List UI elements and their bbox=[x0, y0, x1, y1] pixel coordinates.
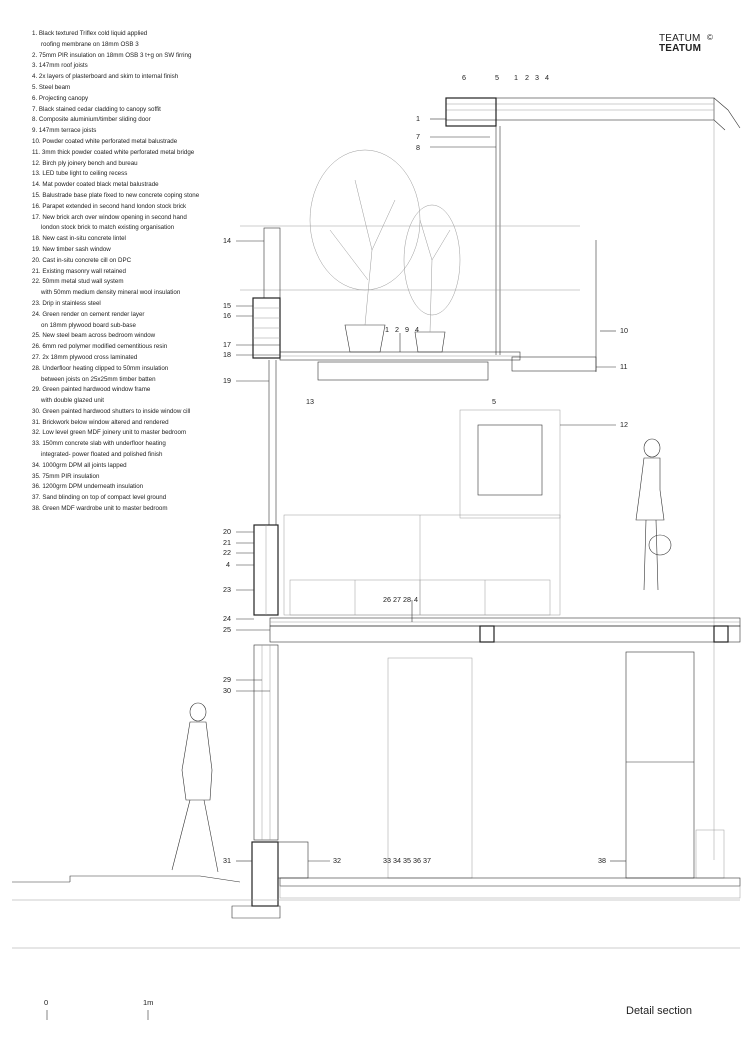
callout-label: 1 bbox=[385, 325, 389, 334]
legend-text: 3mm thick powder coated white perforated metal bridge bbox=[41, 148, 195, 156]
legend-text: Birch ply joinery bench and bureau bbox=[42, 159, 138, 167]
legend-text: Composite aluminium/timber sliding door bbox=[38, 116, 151, 124]
legend-number: 4. bbox=[32, 73, 38, 81]
callout-label: 6 bbox=[462, 73, 466, 82]
legend-text: Existing masonry wall retained bbox=[42, 267, 126, 275]
legend-text: with double glazed unit bbox=[41, 397, 104, 405]
callout-label: 3 bbox=[535, 73, 539, 82]
callout-label: 4 bbox=[414, 595, 418, 604]
callout-label: 24 bbox=[223, 614, 231, 623]
legend-number: 10. bbox=[32, 137, 41, 145]
legend-text: Green painted hardwood window frame bbox=[42, 386, 151, 394]
legend-text: 147mm roof joists bbox=[38, 62, 88, 70]
legend-number: 26. bbox=[32, 343, 41, 351]
legend-text: between joists on 25x25mm timber batten bbox=[41, 375, 156, 383]
callout-label: 7 bbox=[416, 132, 420, 141]
callout-label: 30 bbox=[223, 686, 231, 695]
legend-text: Underfloor heating clipped to 50mm insulation bbox=[42, 364, 169, 372]
callout-label: 23 bbox=[223, 585, 231, 594]
legend-number: 37. bbox=[32, 494, 41, 502]
legend-text: 1200grm DPM underneath insulation bbox=[42, 483, 144, 491]
legend-number: 21. bbox=[32, 267, 41, 275]
callout-label: 17 bbox=[223, 340, 231, 349]
legend-text: roofing membrane on 18mm OSB 3 bbox=[41, 40, 139, 48]
callout-label: 38 bbox=[598, 856, 606, 865]
roof-canopy bbox=[446, 98, 740, 860]
callout-right bbox=[333, 326, 628, 865]
callout-label: 4 bbox=[545, 73, 549, 82]
callout-label: 27 bbox=[393, 595, 401, 604]
legend-number: 17. bbox=[32, 213, 41, 221]
callout-label: 2 bbox=[525, 73, 529, 82]
legend-text: Cast in-situ concrete cill on DPC bbox=[42, 256, 132, 264]
callout-label: 5 bbox=[495, 73, 499, 82]
legend-number: 32. bbox=[32, 429, 41, 437]
legend-text: london stock brick to match existing organisation bbox=[41, 224, 175, 232]
legend-number: 31. bbox=[32, 418, 41, 426]
legend-number: 3. bbox=[32, 62, 38, 70]
legend-text: 6mm red polymer modified cementitious resin bbox=[42, 343, 168, 351]
callout-label: 36 bbox=[413, 856, 421, 865]
legend-number: 28. bbox=[32, 364, 41, 372]
logo-line-1: TEATUM bbox=[659, 33, 701, 44]
legend-text: 75mm PIR insulation on 18mm OSB 3 t+g on SW firring bbox=[38, 51, 192, 59]
legend-text: New brick arch over window opening in second hand bbox=[42, 213, 187, 221]
callout-label: 25 bbox=[223, 625, 231, 634]
callout-label: 4 bbox=[415, 325, 419, 334]
legend-number: 13. bbox=[32, 170, 41, 178]
legend-number: 24. bbox=[32, 310, 41, 318]
legend-text: Mat powder coated black metal balustrade bbox=[42, 181, 159, 189]
legend-text: Green painted hardwood shutters to inside window cill bbox=[42, 407, 191, 415]
legend-number: 14. bbox=[32, 181, 41, 189]
scale-one-label: 1m bbox=[143, 998, 154, 1007]
callout-label: 11 bbox=[620, 362, 628, 371]
legend-text: New cast in-situ concrete lintel bbox=[42, 235, 126, 243]
callout-label: 33 bbox=[383, 856, 391, 865]
legend-number: 29. bbox=[32, 386, 41, 394]
callout-slab bbox=[383, 856, 431, 865]
legend-text: Drip in stainless steel bbox=[42, 299, 101, 307]
legend-text: Sand blinding on top of compact level ground bbox=[42, 494, 167, 502]
legend-number: 38. bbox=[32, 505, 41, 513]
person-standing bbox=[636, 439, 671, 590]
legend-text: on 18mm plywood board sub-base bbox=[41, 321, 136, 329]
callout-label: 19 bbox=[223, 376, 231, 385]
legend-number: 33. bbox=[32, 440, 41, 448]
legend-text: Projecting canopy bbox=[38, 94, 89, 102]
scale-zero-label: 0 bbox=[44, 998, 49, 1007]
legend-text: Powder coated white perforated metal balustrade bbox=[42, 137, 178, 145]
legend-text: Low level green MDF joinery unit to master bedroom bbox=[42, 429, 187, 437]
legend-text: Parapet extended in second hand london stock brick bbox=[42, 202, 187, 210]
legend-text: New steel beam across bedroom window bbox=[42, 332, 156, 340]
legend-text: 50mm metal stud wall system bbox=[42, 278, 124, 286]
legend-number: 12. bbox=[32, 159, 41, 167]
callout-label: 1 bbox=[416, 114, 420, 123]
callout-label: 2 bbox=[395, 325, 399, 334]
legend-number: 23. bbox=[32, 299, 41, 307]
callout-label: 4 bbox=[226, 560, 230, 569]
legend-number: 11. bbox=[32, 148, 41, 156]
callout-left bbox=[223, 236, 314, 865]
callout-label: 10 bbox=[620, 326, 628, 335]
callout-label: 13 bbox=[306, 397, 314, 406]
upper-room bbox=[284, 410, 560, 615]
callout-label: 15 bbox=[223, 301, 231, 310]
legend-text: 1000grm DPM all joints lapped bbox=[42, 461, 127, 469]
callout-label: 8 bbox=[416, 143, 420, 152]
callout-label: 18 bbox=[223, 350, 231, 359]
legend-text: Steel beam bbox=[38, 83, 71, 91]
legend-number: 25. bbox=[32, 332, 41, 340]
legend-text: LED tube light to ceiling recess bbox=[42, 170, 128, 178]
legend-text: with 50mm medium density mineral wool insulation bbox=[41, 289, 181, 297]
legend-number: 18. bbox=[32, 235, 41, 243]
logo-line-2: TEATUM bbox=[659, 43, 702, 54]
callout-floor bbox=[383, 595, 418, 604]
ground-slab bbox=[12, 876, 740, 948]
drawing-title: Detail section bbox=[626, 1005, 693, 1017]
ground-room bbox=[278, 652, 724, 878]
legend-text: Black textured Triflex cold liquid applied bbox=[38, 30, 148, 37]
callout-label: 35 bbox=[403, 856, 411, 865]
legend-text: 2x 18mm plywood cross laminated bbox=[42, 353, 138, 361]
legend-number: 5. bbox=[32, 83, 38, 91]
person-walking bbox=[172, 703, 218, 872]
legend-number: 34. bbox=[32, 461, 41, 469]
terrace-floor bbox=[240, 226, 596, 380]
callout-label: 9 bbox=[405, 325, 409, 334]
legend-text: Brickwork below window altered and rendered bbox=[42, 418, 169, 426]
callout-label: 12 bbox=[620, 420, 628, 429]
callout-label: 28 bbox=[403, 595, 411, 604]
callout-label: 20 bbox=[223, 527, 231, 536]
copyright-symbol: © bbox=[707, 33, 714, 42]
legend-text: 2x layers of plasterboard and skim to internal finish bbox=[38, 73, 179, 81]
legend-text: Black stained cedar cladding to canopy soffit bbox=[38, 105, 161, 113]
legend-number: 2. bbox=[32, 51, 38, 59]
legend-number: 8. bbox=[32, 116, 38, 124]
legend-text: integrated- power floated and polished finish bbox=[41, 451, 163, 459]
legend-text: Balustrade base plate fixed to new concrete coping stone bbox=[42, 191, 200, 199]
callout-label: 26 bbox=[383, 595, 391, 604]
legend-number: 16. bbox=[32, 202, 41, 210]
callout-label: 37 bbox=[423, 856, 431, 865]
callout-terrace bbox=[385, 325, 419, 334]
legend-number: 1. bbox=[32, 30, 38, 37]
callout-label: 22 bbox=[223, 548, 231, 557]
scale-bar bbox=[47, 1010, 148, 1020]
legend-number: 36. bbox=[32, 483, 41, 491]
callout-label: 16 bbox=[223, 311, 231, 320]
legend-number: 30. bbox=[32, 407, 41, 415]
callout-label: 31 bbox=[223, 856, 231, 865]
legend-text: 75mm PIR insulation bbox=[42, 472, 100, 480]
callout-label: 29 bbox=[223, 675, 231, 684]
legend-number: 27. bbox=[32, 353, 41, 361]
callout-roof-top bbox=[462, 73, 549, 82]
callout-label: 14 bbox=[223, 236, 231, 245]
window-wall bbox=[232, 525, 280, 918]
legend-number: 6. bbox=[32, 94, 38, 102]
tree-planter bbox=[310, 150, 460, 352]
legend-text: Green render on cement render layer bbox=[42, 310, 145, 318]
legend-number: 20. bbox=[32, 256, 41, 264]
legend-text: Green MDF wardrobe unit to master bedroom bbox=[42, 505, 168, 513]
leader-lines bbox=[236, 119, 626, 861]
legend-number: 22. bbox=[32, 278, 41, 286]
parapet-wall bbox=[253, 228, 280, 525]
callout-beam: 5 bbox=[492, 397, 496, 406]
legend-text: 147mm terrace joists bbox=[38, 127, 97, 135]
callout-label: 1 bbox=[514, 73, 518, 82]
legend-number: 9. bbox=[32, 127, 38, 135]
legend-text: New timber sash window bbox=[42, 245, 111, 253]
callout-roof-left bbox=[416, 114, 420, 152]
callout-label: 32 bbox=[333, 856, 341, 865]
callout-label: 34 bbox=[393, 856, 401, 865]
legend-number: 15. bbox=[32, 191, 41, 199]
legend-number: 7. bbox=[32, 105, 38, 113]
legend-number: 19. bbox=[32, 245, 41, 253]
first-floor bbox=[270, 618, 740, 642]
callout-label: 21 bbox=[223, 538, 231, 547]
legend-text: 150mm concrete slab with underfloor heating bbox=[42, 440, 166, 448]
legend-number: 35. bbox=[32, 472, 41, 480]
